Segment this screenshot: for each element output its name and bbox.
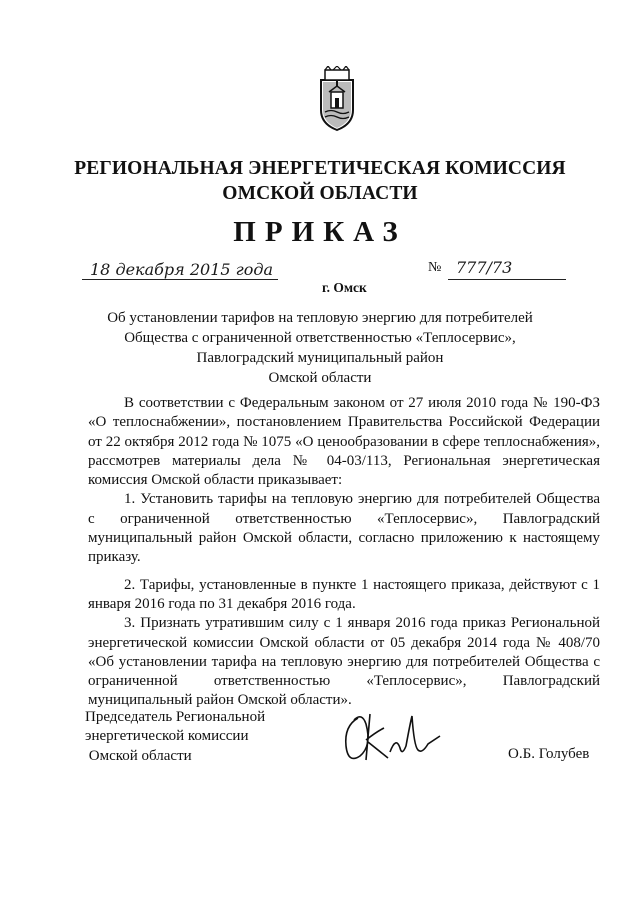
handwritten-signature xyxy=(336,706,446,768)
document-type-title: ПРИКАЗ xyxy=(233,216,407,248)
subject-line: Омской области xyxy=(268,370,372,386)
position-line: Председатель Региональной xyxy=(85,709,266,725)
preamble-paragraph: В соответствии с Федеральным законом от 27 июля 2010 года № 190-ФЗ «О теплоснабжении», постановлением Правительства Российской Федерации от 22 октября 2012 года № 1075 «О ценообразовании в сфере теплоснабжения», рассмотрев материалы дела № 04-03/113, Региональная энергетическая комиссия Омской области приказывает: xyxy=(88,395,600,489)
city-label: г. Омск xyxy=(322,280,367,295)
number-underline xyxy=(448,279,566,280)
date-underline xyxy=(82,279,278,280)
handwritten-date: 18 декабря 2015 года xyxy=(90,260,274,279)
order-item-1: 1. Установить тарифы на тепловую энергию для потребителей Общества с ограниченной ответственностью «Теплосервис», Павлоградский муниципальный район Омской области, согласно приложению к настоящему приказу. xyxy=(88,491,600,566)
subject-line: Павлоградский муниципальный район xyxy=(196,350,444,366)
number-label: № xyxy=(428,260,442,275)
position-line: энергетической комиссии xyxy=(85,728,249,745)
order-subject xyxy=(60,308,580,388)
organization-name-line1: РЕГИОНАЛЬНАЯ ЭНЕРГЕТИЧЕСКАЯ КОМИССИЯ xyxy=(74,158,566,179)
order-body xyxy=(88,394,600,711)
subject-line: Общества с ограниченной ответственностью «Теплосервис», xyxy=(124,330,516,346)
signatory-name: О.Б. Голубев xyxy=(508,746,590,762)
omsk-coat-of-arms-icon xyxy=(313,66,361,132)
signatory-position xyxy=(85,708,265,766)
subject-line: Об установлении тарифов на тепловую энергию для потребителей xyxy=(107,310,533,326)
organization-name-line2: ОМСКОЙ ОБЛАСТИ xyxy=(222,183,418,204)
position-line: Омской области xyxy=(85,747,192,764)
handwritten-order-number: 777/73 xyxy=(456,258,513,277)
order-item-3: 3. Признать утратившим силу с 1 января 2016 года приказ Региональной энергетической комиссии Омской области от 05 декабря 2014 года № 408/70 «Об установлении тарифа на тепловую энергию для потребителей Общества с ограниченной ответственностью «Теплосервис», Павлоградский муниципальный район Омской области». xyxy=(88,615,600,709)
order-item-2: 2. Тарифы, установленные в пункте 1 настоящего приказа, действуют с 1 января 2016 года по 31 декабря 2016 года. xyxy=(88,576,600,612)
